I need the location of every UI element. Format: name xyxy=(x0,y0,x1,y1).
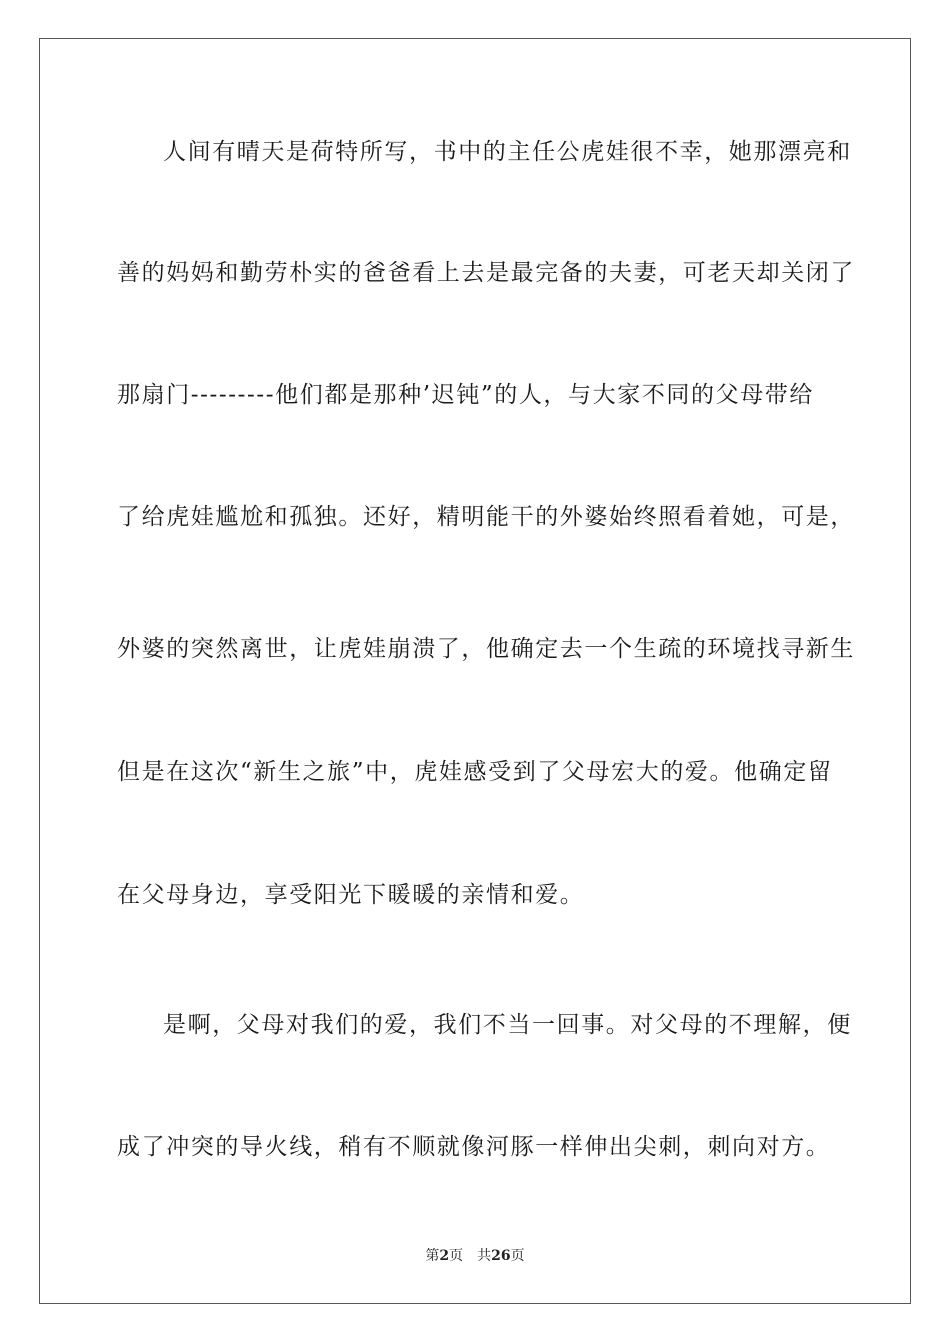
paragraph-2-line-1: 是啊，父母对我们的爱，我们不当一回事。对父母的不理解，便 xyxy=(163,1012,852,1038)
paragraph-1-line-3: 那扇门---------他们都是那种’迟钝”的人，与大家不同的父母带给 xyxy=(117,382,815,408)
paragraph-1-line-4: 了给虎娃尴尬和孤独。还好，精明能干的外婆始终照看着她，可是， xyxy=(117,504,855,530)
paragraph-1-line-6: 但是在这次“新生之旅”中，虎娃感受到了父母宏大的爱。他确定留 xyxy=(117,759,833,785)
paragraph-1-line-2: 善的妈妈和勤劳朴实的爸爸看上去是最完备的夫妻，可老天却关闭了 xyxy=(117,260,855,286)
paragraph-2-line-2: 成了冲突的导火线，稍有不顺就像河豚一样伸出尖刺，刺向对方。 xyxy=(117,1134,831,1160)
page-footer xyxy=(0,1247,950,1265)
footer-page-suffix: 页 xyxy=(449,1248,464,1264)
paragraph-1-line-5: 外婆的突然离世，让虎娃崩溃了，他确定去一个生疏的环境找寻新生 xyxy=(117,636,855,662)
footer-total-suffix: 页 xyxy=(510,1248,525,1264)
footer-total-prefix: 共 xyxy=(477,1248,492,1264)
page-border xyxy=(39,38,911,1304)
footer-total-pages: 26 xyxy=(491,1248,511,1264)
footer-page-number: 2 xyxy=(439,1248,450,1264)
footer-page-prefix: 第 xyxy=(425,1248,440,1264)
paragraph-1-line-1: 人间有晴天是荷特所写，书中的主任公虎娃很不幸，她那漂亮和 xyxy=(163,139,852,165)
paragraph-1-line-7: 在父母身边，享受阳光下暖暖的亲情和爱。 xyxy=(117,882,585,908)
